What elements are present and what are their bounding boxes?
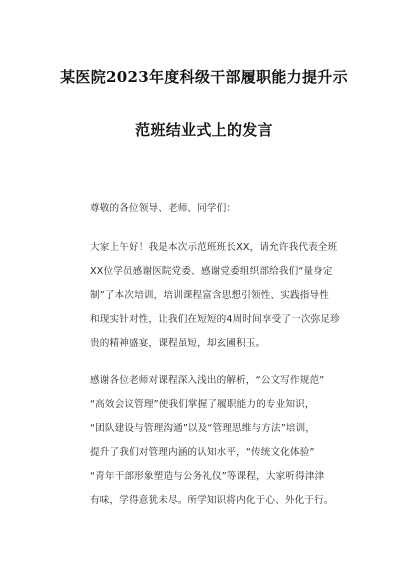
paragraph-2-line: 感谢各位老师对课程深入浅出的解析，“公文写作规范” [90,375,325,386]
salutation: 尊敬的各位领导、老师、同学们： [90,203,237,214]
document-title-line-2: 范班结业式上的发言 [135,121,273,139]
paragraph-2-line: “团队建设与管理沟通”以及“管理思维与方法”培训， [90,423,316,434]
paragraph-1-line: 制”了本次培训，培训课程富含思想引领性、实践指导性 [90,290,329,301]
paragraph-1-line: 贵的精神盛宴，课程虽短，却玄圃积玉。 [90,338,266,349]
paragraph-1-line: XX位学员感谢医院党委、感谢党委组织部给我们“量身定 [90,266,333,277]
document-title-line-1: 某医院2023年度科级干部履职能力提升示 [60,68,348,86]
paragraph-2-line: “高效会议管理”使我们掌握了履职能力的专业知识， [90,399,315,410]
paragraph-1-line: 大家上午好！我是本次示范班班长XX，请允许我代表全班 [90,242,338,253]
paragraph-2-line: 提升了我们对管理内涵的认知水平，“传统文化体验” [90,447,315,458]
paragraph-1-line: 和现实针对性，让我们在短短的4周时间享受了一次弥足珍 [90,314,340,325]
paragraph-2-line: “青年干部形象塑造与公务礼仪”等课程，大家听得津津 [90,471,325,482]
paragraph-2-line: 有味，学得意犹未尽。所学知识将内化于心、外化于行。 [90,495,334,506]
